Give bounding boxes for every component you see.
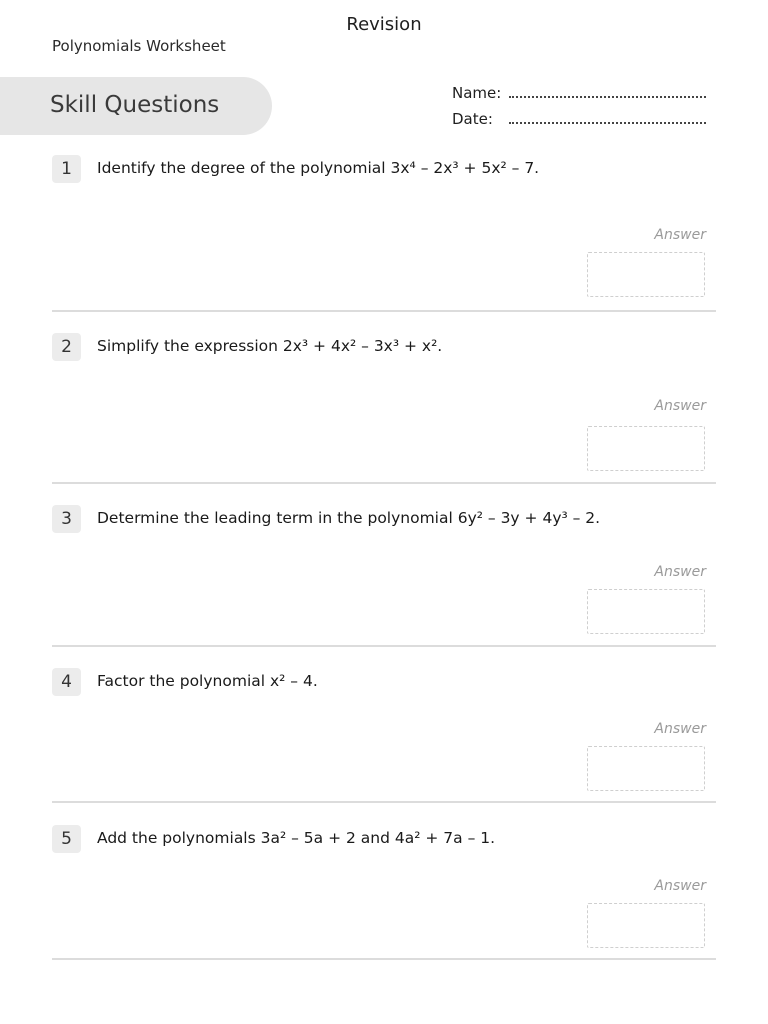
answer-label: Answer: [654, 398, 706, 414]
date-field[interactable]: [509, 122, 706, 124]
section-title: Skill Questions: [50, 92, 220, 118]
page-title: Revision: [346, 14, 422, 35]
question-divider: [52, 310, 716, 312]
answer-label: Answer: [654, 564, 706, 580]
answer-box[interactable]: [587, 252, 705, 297]
question-text: Determine the leading term in the polynomial 6y² – 3y + 4y³ – 2.: [97, 509, 601, 527]
section-header: [0, 77, 272, 135]
question-number: 4: [52, 668, 81, 696]
name-field[interactable]: [509, 96, 706, 98]
name-label: Name:: [452, 84, 502, 102]
question-text: Add the polynomials 3a² – 5a + 2 and 4a² + 7a – 1.: [97, 829, 496, 847]
answer-label: Answer: [654, 227, 706, 243]
answer-box[interactable]: [587, 426, 705, 471]
question-text: Identify the degree of the polynomial 3x⁴ – 2x³ + 5x² – 7.: [97, 159, 540, 177]
question-divider: [52, 958, 716, 960]
answer-label: Answer: [654, 721, 706, 737]
question-divider: [52, 482, 716, 484]
answer-label: Answer: [654, 878, 706, 894]
answer-box[interactable]: [587, 746, 705, 791]
question-number: 5: [52, 825, 81, 853]
question-number: 3: [52, 505, 81, 533]
question-number: 2: [52, 333, 81, 361]
question-divider: [52, 645, 716, 647]
question-text: Factor the polynomial x² – 4.: [97, 672, 318, 690]
question-divider: [52, 801, 716, 803]
date-label: Date:: [452, 110, 493, 128]
answer-box[interactable]: [587, 903, 705, 948]
question-text: Simplify the expression 2x³ + 4x² – 3x³ + x².: [97, 337, 443, 355]
worksheet-subtitle: Polynomials Worksheet: [52, 37, 226, 55]
answer-box[interactable]: [587, 589, 705, 634]
question-number: 1: [52, 155, 81, 183]
